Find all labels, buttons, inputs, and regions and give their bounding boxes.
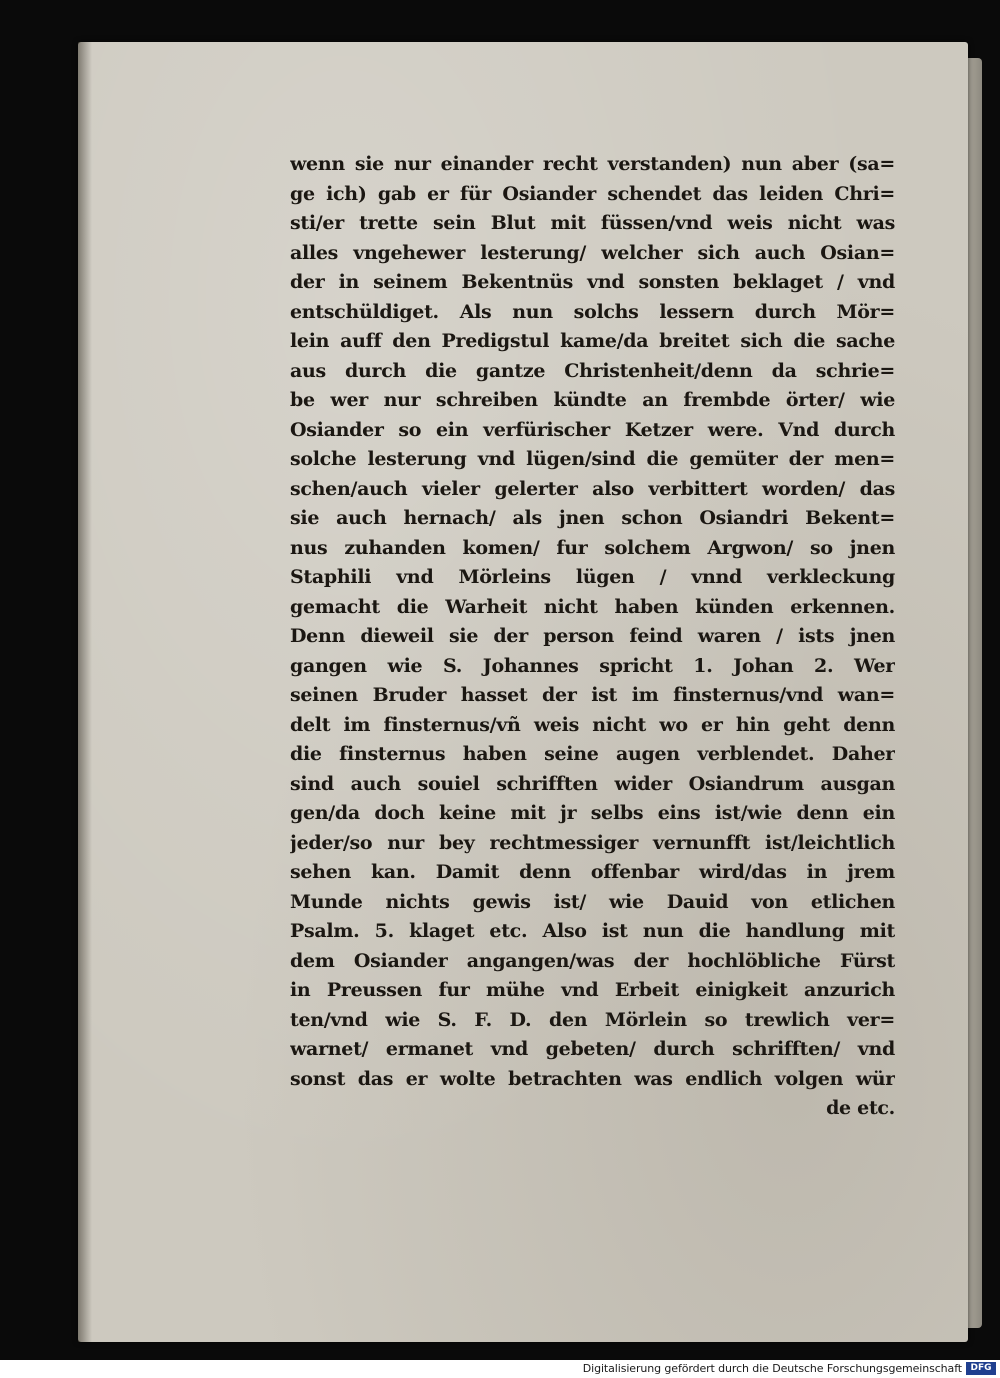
text-line: aus durch die gantze Christenheit/denn da schrie= [290, 359, 895, 382]
text-line: Osiander so ein verfürischer Ketzer were. Vnd durch [290, 418, 895, 441]
text-line: dem Osiander angangen/was der hochlöbliche Fürst [290, 949, 895, 972]
text-line: lein auff den Predigstul kame/da breitet sich die sache [290, 330, 895, 352]
text-line: Psalm. 5. klaget etc. Also ist nun die handlung mit [290, 920, 895, 942]
text-line: sehen kan. Damit denn offenbar wird/das in jrem [290, 861, 895, 883]
text-line: in Preussen fur mühe vnd Erbeit einigkeit anzurich [290, 979, 895, 1001]
text-line: jeder/so nur bey rechtmessiger vernunfft ist/leichtlich [290, 831, 895, 854]
text-line: gemacht die Warheit nicht haben künden erkennen. [290, 595, 895, 618]
page-spine-shadow [78, 42, 92, 1342]
text-line: sie auch hernach/ als jnen schon Osiandri Bekent= [290, 507, 895, 529]
text-line: wenn sie nur einander recht verstanden) nun aber (sa= [290, 153, 895, 175]
text-line: delt im finsternus/vñ weis nicht wo er hin geht denn [290, 713, 895, 736]
text-line: alles vngehewer lesterung/ welcher sich auch Osian= [290, 241, 895, 264]
text-line: sti/er trette sein Blut mit füssen/vnd weis nicht was [290, 212, 895, 234]
dfg-logo-icon[interactable]: DFG [966, 1362, 996, 1375]
text-line: gangen wie S. Johannes spricht 1. Johan 2. Wer [290, 654, 895, 677]
text-line: der in seinem Bekentnüs vnd sonsten beklaget / vnd [290, 271, 895, 293]
text-line: sonst das er wolte betrachten was endlich volgen wür [290, 1067, 895, 1090]
text-line: solche lesterung vnd lügen/sind die gemüter der men= [290, 448, 895, 470]
page-text [290, 150, 895, 1124]
text-line: nus zuhanden komen/ fur solchem Argwon/ so jnen [290, 536, 895, 559]
text-line: sind auch souiel schrifften wider Osiandrum ausgan [290, 772, 895, 795]
text-line-final: de etc. [826, 1097, 895, 1119]
text-line: ten/vnd wie S. F. D. den Mörlein so trewlich ver= [290, 1008, 895, 1031]
text-line: entschüldiget. Als nun solchs lessern durch Mör= [290, 300, 895, 323]
text-line: Denn dieweil sie der person feind waren / ists jnen [290, 625, 895, 647]
text-line: be wer nur schreiben kündte an frembde örter/ wie [290, 389, 895, 411]
text-line: Staphili vnd Mörleins lügen / vnnd verkleckung [290, 566, 895, 588]
text-line: seinen Bruder hasset der ist im finsternus/vnd wan= [290, 684, 895, 706]
text-line: warnet/ ermanet vnd gebeten/ durch schrifften/ vnd [290, 1038, 895, 1060]
text-line: schen/auch vieler gelerter also verbittert worden/ das [290, 477, 895, 500]
text-line: die finsternus haben seine augen verblendet. Daher [290, 743, 895, 765]
footer-bar [0, 1360, 1000, 1378]
text-line: gen/da doch keine mit jr selbs eins ist/wie denn ein [290, 802, 895, 824]
funding-credit: Digitalisierung gefördert durch die Deutsche Forschungsgemeinschaft [582, 1362, 962, 1375]
text-line: Munde nichts gewis ist/ wie Dauid von etlichen [290, 890, 895, 913]
text-line: ge ich) gab er für Osiander schendet das leiden Chri= [290, 182, 895, 205]
